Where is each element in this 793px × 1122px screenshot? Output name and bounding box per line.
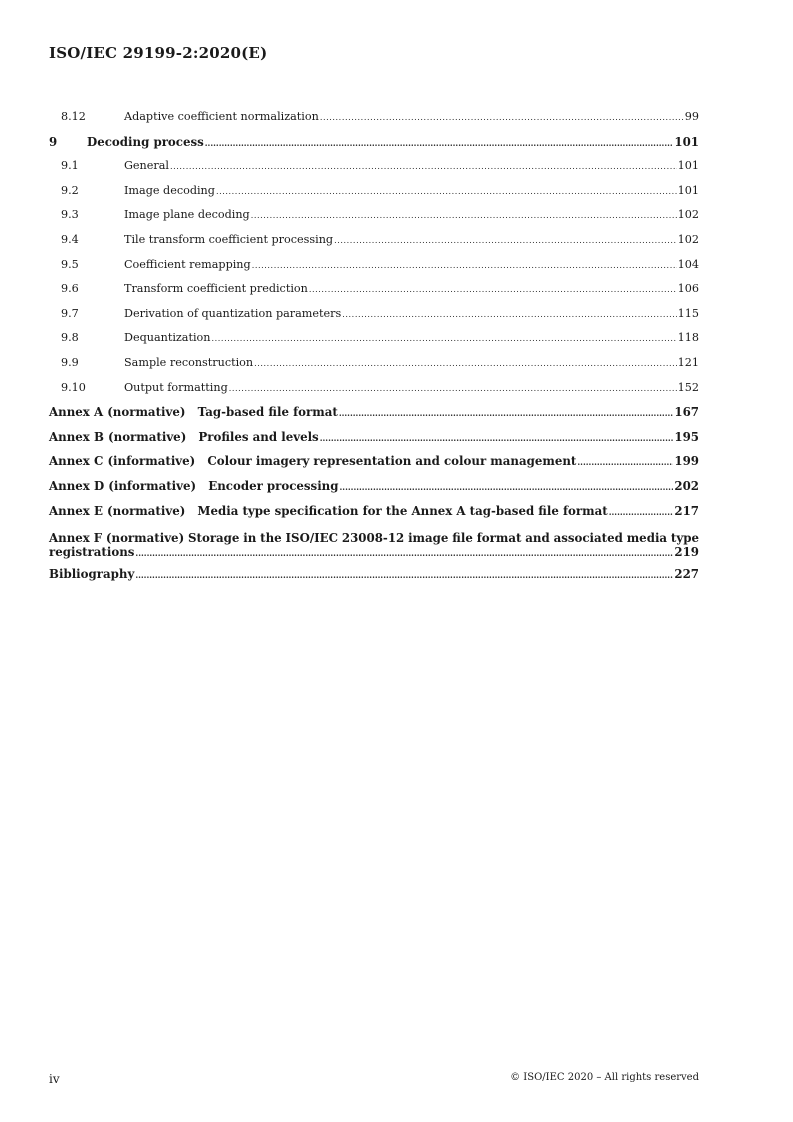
toc-entry[interactable] [49,331,699,356]
toc-annex-entry[interactable] [49,405,699,430]
annex-heading: Annex D (informative) [49,478,197,493]
toc-entry-number: 9.1 [61,159,79,173]
annex-heading: Annex E (normative) [49,503,186,518]
annex-title: Colour imagery representation and colour management [207,454,577,469]
toc-annex-entry-multiline[interactable] [49,531,699,560]
toc-entry-number: 9.4 [61,232,79,246]
toc-entry-title: Coefficient remapping [124,257,251,271]
dot-leader [320,431,674,445]
toc-entry[interactable] [49,258,699,283]
toc-entry-number: 9 [49,134,58,149]
toc-entry-page: 102 [677,232,699,246]
toc-entry-page: 115 [677,306,699,320]
annex-title: Encoder processing [208,478,339,493]
toc-entry-title: Transform coefficient prediction [124,282,308,296]
dot-leader [135,546,673,560]
annex-title: Tag-based file format [197,405,338,420]
toc-entry[interactable] [49,307,699,332]
dot-leader [170,160,677,174]
dot-leader [205,136,674,150]
toc-entry[interactable] [49,110,699,135]
toc-entry-page: 219 [674,545,699,560]
dot-leader [216,185,677,199]
toc-entry-page: 202 [674,478,699,493]
toc-entry[interactable] [49,159,699,184]
copyright-notice: © ISO/IEC 2020 – All rights reserved [510,1072,699,1083]
toc-entry-title: Decoding process [87,134,204,149]
dot-leader [342,308,676,322]
annex-heading: Annex C (informative) [49,454,196,469]
toc-entry[interactable] [49,356,699,381]
toc-entry-page: 167 [674,405,699,420]
toc-entry-title: Dequantization [124,331,211,345]
toc-entry-page: 101 [677,183,699,197]
toc-entry-number: 9.3 [61,208,79,222]
toc-entry-number: 9.6 [61,282,79,296]
annex-title: Media type specification for the Annex A tag-based file format [197,503,608,518]
toc-entry-number: 9.9 [61,355,79,369]
toc-entry-title: Image decoding [124,183,215,197]
dot-leader [252,259,677,273]
toc-entry-title: Bibliography [49,567,135,582]
annex-title: Profiles and levels [198,429,319,444]
toc-entry-title: General [124,159,169,173]
toc-entry[interactable] [49,282,699,307]
document-id-header: ISO/IEC 29199-2:2020(E) [49,44,268,62]
toc-annex-entry[interactable] [49,479,699,504]
annex-heading: Annex B (normative) [49,429,187,444]
toc-chapter-entry[interactable] [49,135,699,160]
dot-leader [212,332,677,346]
table-of-contents [49,110,699,592]
toc-entry[interactable] [49,381,699,406]
toc-entry-page: 227 [674,567,699,582]
annex-f-second-line [49,545,699,560]
toc-entry-page: 101 [677,159,699,173]
toc-entry-page: 99 [684,110,699,123]
dot-leader [339,406,674,420]
toc-entry-title: Output formatting [124,380,228,394]
dot-leader [320,111,684,125]
toc-annex-entry[interactable] [49,430,699,455]
toc-entry-page: 152 [677,380,699,394]
toc-entry-number: 9.10 [61,380,86,394]
toc-entry-page: 106 [677,282,699,296]
dot-leader [609,505,674,519]
toc-entry-page: 195 [674,429,699,444]
toc-bibliography-entry[interactable] [49,567,699,592]
page-number: iv [49,1072,60,1086]
toc-entry-page: 102 [677,208,699,222]
toc-entry[interactable] [49,184,699,209]
toc-entry-title: Sample reconstruction [124,355,254,369]
annex-title: registrations [49,545,135,560]
toc-entry-number: 9.7 [61,306,79,320]
toc-entry[interactable] [49,208,699,233]
dot-leader [340,480,674,494]
dot-leader [309,283,677,297]
toc-entry-page: 199 [674,454,699,469]
toc-annex-entry[interactable] [49,454,699,479]
dot-leader [229,382,677,396]
dot-leader [251,209,677,223]
toc-entry-title: Adaptive coefficient normalization [124,110,319,123]
dot-leader [135,568,673,582]
toc-entry-page: 104 [677,257,699,271]
annex-heading: Annex A (normative) [49,405,186,420]
toc-entry-page: 217 [674,503,699,518]
annex-f-first-line: Annex F (normative) Storage in the ISO/IEC 23008-12 image file format and associated media type [49,531,699,546]
dot-leader [577,455,673,469]
toc-entry-title: Tile transform coefficient processing [124,232,334,246]
toc-entry-title: Image plane decoding [124,208,250,222]
dot-leader [334,234,677,248]
toc-entry-number: 9.8 [61,331,79,345]
toc-entry-number: 9.2 [61,183,79,197]
toc-entry-number: 9.5 [61,257,79,271]
toc-entry-page: 121 [677,355,699,369]
toc-entry-page: 118 [677,331,699,345]
toc-entry[interactable] [49,233,699,258]
dot-leader [254,357,677,371]
toc-entry-page: 101 [674,134,699,149]
toc-annex-entry[interactable] [49,504,699,529]
toc-entry-number: 8.12 [61,110,86,123]
toc-entry-title: Derivation of quantization parameters [124,306,342,320]
